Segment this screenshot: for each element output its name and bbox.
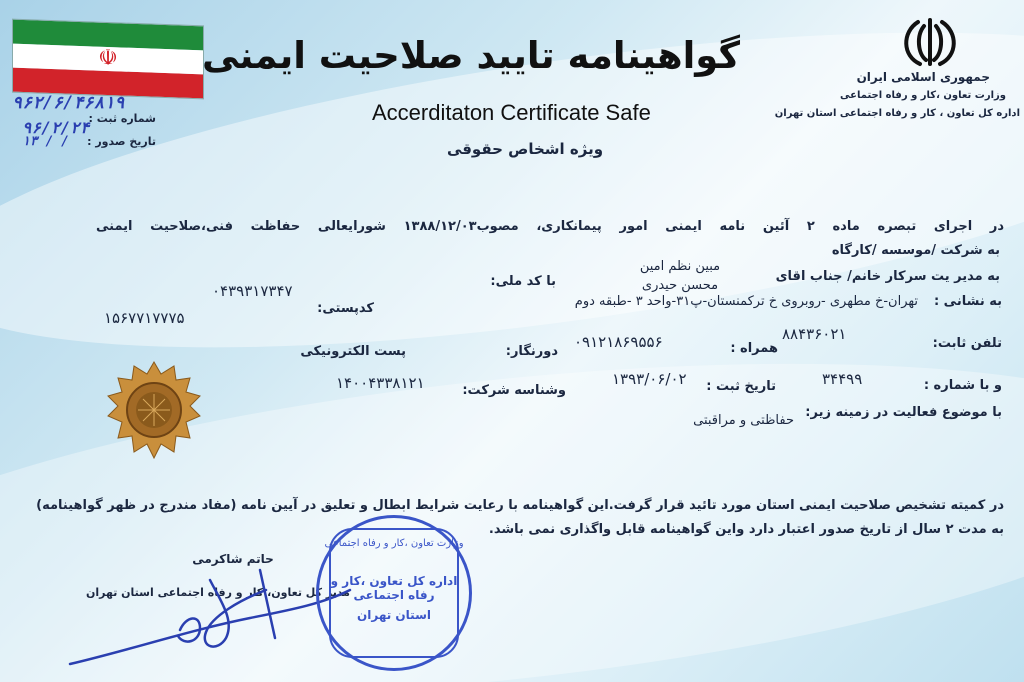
email-label: پست الکترونیکی (300, 344, 406, 359)
registration-no-value: ۳۴۴۹۹ (822, 370, 863, 388)
stamp-center-text: اداره کل تعاون ،کار و رفاه اجتماعی (330, 574, 458, 602)
address-value: تهران-خ مطهری -روبروی خ ترکمنستان-پ۳۱-واحد ۳ -طبقه دوم (574, 294, 918, 309)
iran-emblem-icon (898, 16, 962, 68)
issuer-ministry: وزارت تعاون ،کار و رفاه اجتماعی (840, 90, 1006, 101)
mobile-label: همراه : (730, 341, 778, 356)
registration-date-value: ۱۳۹۳/۰۶/۰۲ (612, 370, 687, 388)
fax-label: دورنگار: (505, 344, 558, 359)
iran-flag-icon: ☫ (12, 19, 204, 100)
registration-no-label: و با شماره : (923, 378, 1002, 393)
company-label: به شرکت /موسسه /کارگاه (831, 243, 1000, 258)
validity-text: به مدت ۲ سال از تاریخ صدور اعتبار دارد واین گواهینامه قابل واگذاری نمی باشد. (488, 522, 1004, 537)
title-english: Accerditaton Certificate Safe (372, 100, 651, 125)
official-stamp-icon (316, 515, 472, 671)
national-id-value: ۰۴۳۹۳۱۷۳۴۷ (212, 282, 293, 300)
national-id-label: با کد ملی: (490, 274, 556, 289)
committee-text: در کمیته تشخیص صلاحیت ایمنی استان مورد تائید قرار گرفت.این گواهینامه با رعایت شرایط ابطال و تعلیق در آیین نامه (مفاد مندرج در ظهر گواهینامه) (36, 498, 1004, 513)
issuer-department: اداره کل تعاون ، کار و رفاه اجتماعی استان تهران (774, 108, 1020, 119)
postal-code-label: کدپستی: (317, 301, 374, 316)
subtitle: ویژه اشخاص حقوقی (446, 140, 604, 158)
stamp-bottom-text: استان تهران (357, 608, 431, 622)
gold-medal-icon (104, 360, 204, 460)
registration-number-value: ۹۶۲/۶/۴۶۸۱۹ (12, 93, 125, 113)
page-title: گواهینامه تایید صلاحیت ایمنی (202, 34, 740, 77)
company-name: مبین نظم امین (639, 259, 721, 274)
phone-value: ۸۸۴۳۶۰۲۱ (782, 325, 847, 343)
mobile-value: ۰۹۱۲۱۸۶۹۵۵۶ (574, 333, 663, 351)
postal-code-value: ۱۵۶۷۷۱۷۷۷۵ (104, 309, 185, 327)
issuer-country: جمهوری اسلامی ایران (856, 70, 990, 84)
registration-date-label: تاریخ ثبت : (706, 379, 776, 394)
activity-label: با موضوع فعالیت در زمینه زیر: (805, 405, 1002, 420)
intro-text: در اجرای تبصره ماده ۲ آئین نامه ایمنی امور پیمانکاری، مصوب۱۳۸۸/۱۲/۰۳ شورایعالی حفاظت فنی،صلاحیت ایمنی (96, 219, 1004, 234)
manager-name: محسن حیدری (641, 278, 719, 293)
signer-name: حاتم شاکرمی (192, 552, 274, 566)
stamp-arc-text: وزارت تعاون ،کار و رفاه اجتماعی (324, 538, 464, 549)
address-label: به نشانی : (933, 294, 1002, 309)
activity-value: حفاظتی و مراقبتی (693, 413, 794, 428)
manager-label: به مدیر یت سرکار خانم/ جناب اقای (775, 269, 1000, 284)
issue-date-value-year: ۱۳ / / (22, 134, 69, 149)
issue-date-label: تاریخ صدور : (87, 135, 156, 148)
handwritten-signature (60, 560, 360, 670)
company-id-label: وشناسه شرکت: (462, 383, 566, 398)
signer-title: مدیر کل تعاون، کار و رفاه اجتماعی استان تهران (85, 586, 350, 599)
phone-label: تلفن ثابت: (932, 336, 1002, 351)
company-id-value: ۱۴۰۰۴۳۳۸۱۲۱ (336, 374, 425, 392)
issue-date-value: ۹۶/۲/۲۴ (22, 118, 90, 137)
registration-number-label: شماره ثبت : (88, 112, 156, 125)
